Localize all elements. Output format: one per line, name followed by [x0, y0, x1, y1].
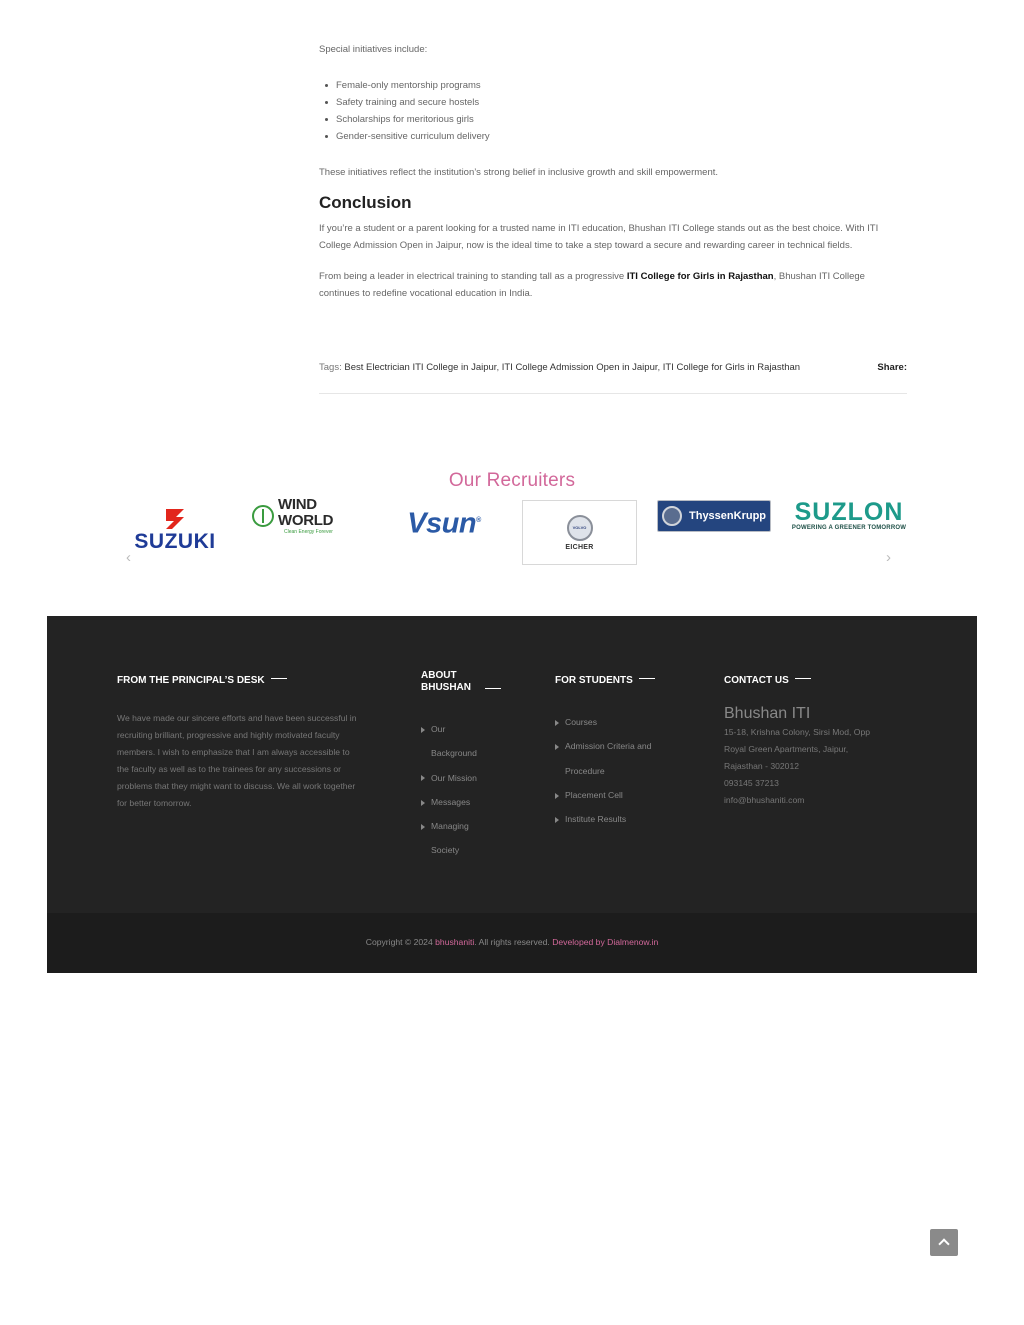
contact-address: Rajasthan - 302012	[724, 761, 800, 771]
principal-message: We have made our sincere efforts and have been successful in recruiting brilliant, progressive and highly motivated faculty members. I wish to emphasize that I am always accessible to the faculty as well as to the trainees for any successions or problems that they might want to discuss. We all work together for better tomorrow.	[117, 713, 357, 808]
footer-link-institute-results[interactable]	[555, 807, 655, 831]
list-item: Scholarships for meritorious girls	[319, 111, 907, 128]
footer-link-our-mission[interactable]	[421, 766, 501, 790]
heading-line: BHUSHAN	[421, 682, 471, 693]
developer-link[interactable]: Developed by Dialmenow.in	[552, 937, 659, 947]
tags-label: Tags:	[319, 362, 342, 373]
vsun-logo[interactable]	[398, 505, 490, 539]
paragraph-text: , Bhushan ITI College continues to redefine vocational education in India.	[319, 271, 865, 299]
caret-right-icon	[421, 727, 425, 733]
link-text: Our Mission	[431, 772, 477, 783]
windworld-logo[interactable]	[252, 496, 368, 535]
tags-row	[319, 362, 907, 376]
students-links	[555, 710, 655, 831]
logo-text: WIND WORLD	[278, 496, 334, 529]
footer	[47, 616, 977, 913]
logo-text: SUZUKI	[134, 530, 216, 553]
about-column	[421, 670, 501, 863]
principal-column	[117, 670, 362, 812]
carousel-next-icon[interactable]: ›	[886, 549, 891, 566]
site-link[interactable]: bhushaniti	[435, 937, 475, 947]
tag-link[interactable]: Best Electrician ITI College in Jaipur	[344, 362, 497, 373]
caret-right-icon	[421, 824, 425, 830]
contact-address: Royal Green Apartments, Jaipur,	[724, 744, 849, 754]
link-text: Procedure	[565, 765, 605, 776]
footer-link-courses[interactable]	[555, 710, 655, 734]
conclusion-paragraph-1: If you’re a student or a parent looking for a trusted name in ITI education, Bhushan ITI College stands out as the best choice. With ITI College Admission Open in Jaipur, now is the ideal time to take a step toward a secure and rewarding career in technical fields.	[319, 223, 879, 251]
heading-underline	[795, 678, 811, 679]
link-text: Messages	[431, 796, 471, 807]
list-item: Safety training and secure hostels	[319, 94, 907, 111]
caret-right-icon	[421, 800, 425, 806]
carousel-prev-icon[interactable]: ‹	[126, 549, 131, 566]
logo-text: EICHER	[565, 543, 594, 551]
principal-heading: FROM THE PRINCIPAL’S DESK	[117, 675, 265, 686]
thyssen-emblem-icon	[662, 506, 682, 526]
footer-link-placement-cell[interactable]	[555, 783, 655, 807]
recruiters-title: Our Recruiters	[448, 470, 576, 491]
link-text: Institute Results	[565, 814, 627, 825]
contact-column	[724, 670, 870, 809]
contact-address: 15-18, Krishna Colony, Sirsi Mod, Opp	[724, 727, 871, 737]
tag-separator: ,	[496, 362, 502, 373]
thyssenkrupp-logo[interactable]	[657, 500, 771, 532]
link-text: Society	[431, 845, 460, 856]
contact-email[interactable]: info@bhushaniti.com	[724, 795, 805, 805]
tag-link[interactable]: ITI College Admission Open in Jaipur	[501, 362, 658, 373]
chevron-up-icon	[938, 1238, 949, 1249]
volvo-badge-icon: VOLVO	[567, 515, 593, 541]
heading-underline	[485, 688, 501, 689]
heading-underline	[639, 678, 655, 679]
heading-line: ABOUT	[421, 670, 457, 681]
conclusion-heading: Conclusion	[319, 193, 412, 212]
students-heading: FOR STUDENTS	[555, 675, 633, 686]
heading-underline	[271, 678, 287, 679]
initiatives-summary: These initiatives reflect the institution’s strong belief in inclusive growth and skill empowerment.	[319, 167, 719, 178]
tag-separator: ,	[657, 362, 663, 373]
footer-link-managing-society[interactable]	[421, 814, 501, 863]
logo-text: Vsun	[407, 507, 477, 540]
about-links	[421, 717, 501, 863]
contact-heading: CONTACT US	[724, 675, 789, 686]
link-text: Managing	[431, 821, 469, 832]
link-text: Our	[431, 724, 446, 734]
wind-turbine-icon	[252, 505, 274, 527]
footer-link-admission-criteria[interactable]	[555, 734, 655, 783]
registered-mark: ®	[476, 516, 481, 524]
contact-phone[interactable]: 093145 37213	[724, 778, 779, 788]
link-text: Admission Criteria and	[565, 741, 652, 752]
caret-right-icon	[555, 744, 559, 750]
footer-link-messages[interactable]	[421, 790, 501, 814]
logo-tagline: Clean Energy Forever	[284, 529, 333, 535]
suzuki-logo[interactable]	[122, 504, 228, 556]
link-text: Background	[431, 748, 477, 759]
caret-right-icon	[555, 817, 559, 823]
caret-right-icon	[555, 793, 559, 799]
link-text: Courses	[565, 717, 597, 727]
bold-keyword: ITI College for Girls in Rajasthan	[626, 271, 774, 282]
list-item: Gender-sensitive curriculum delivery	[319, 128, 907, 145]
list-item: Female-only mentorship programs	[319, 77, 907, 94]
conclusion-paragraph-2	[319, 268, 907, 302]
logo-text: ThyssenKrupp	[689, 510, 767, 522]
divider	[319, 393, 907, 394]
copyright-prefix: Copyright © 2024	[365, 937, 436, 947]
initiatives-intro: Special initiatives include:	[319, 44, 428, 55]
caret-right-icon	[555, 720, 559, 726]
paragraph-text: From being a leader in electrical training to standing tall as a progressive	[319, 271, 627, 282]
copyright-mid: . All rights reserved.	[474, 937, 553, 947]
footer-link-our-background[interactable]	[421, 717, 501, 766]
suzlon-logo[interactable]	[790, 498, 908, 532]
caret-right-icon	[421, 775, 425, 781]
suzuki-s-icon	[162, 507, 188, 531]
logo-text	[407, 506, 481, 539]
about-heading	[421, 670, 471, 694]
scroll-to-top-button[interactable]	[930, 1229, 958, 1256]
logo-text: SUZLON	[794, 498, 904, 526]
logo-tagline: POWERING A GREENER TOMORROW	[791, 525, 907, 531]
students-column	[555, 670, 655, 831]
tag-link[interactable]: ITI College for Girls in Rajasthan	[662, 362, 801, 373]
copyright-bar	[47, 913, 977, 973]
initiatives-list	[319, 77, 907, 145]
eicher-logo[interactable]	[522, 500, 637, 565]
article-content	[319, 44, 907, 302]
share-label[interactable]: Share:	[877, 362, 907, 373]
contact-name: Bhushan ITI	[724, 705, 811, 722]
copyright-text	[47, 937, 977, 947]
link-text: Placement Cell	[565, 789, 623, 800]
